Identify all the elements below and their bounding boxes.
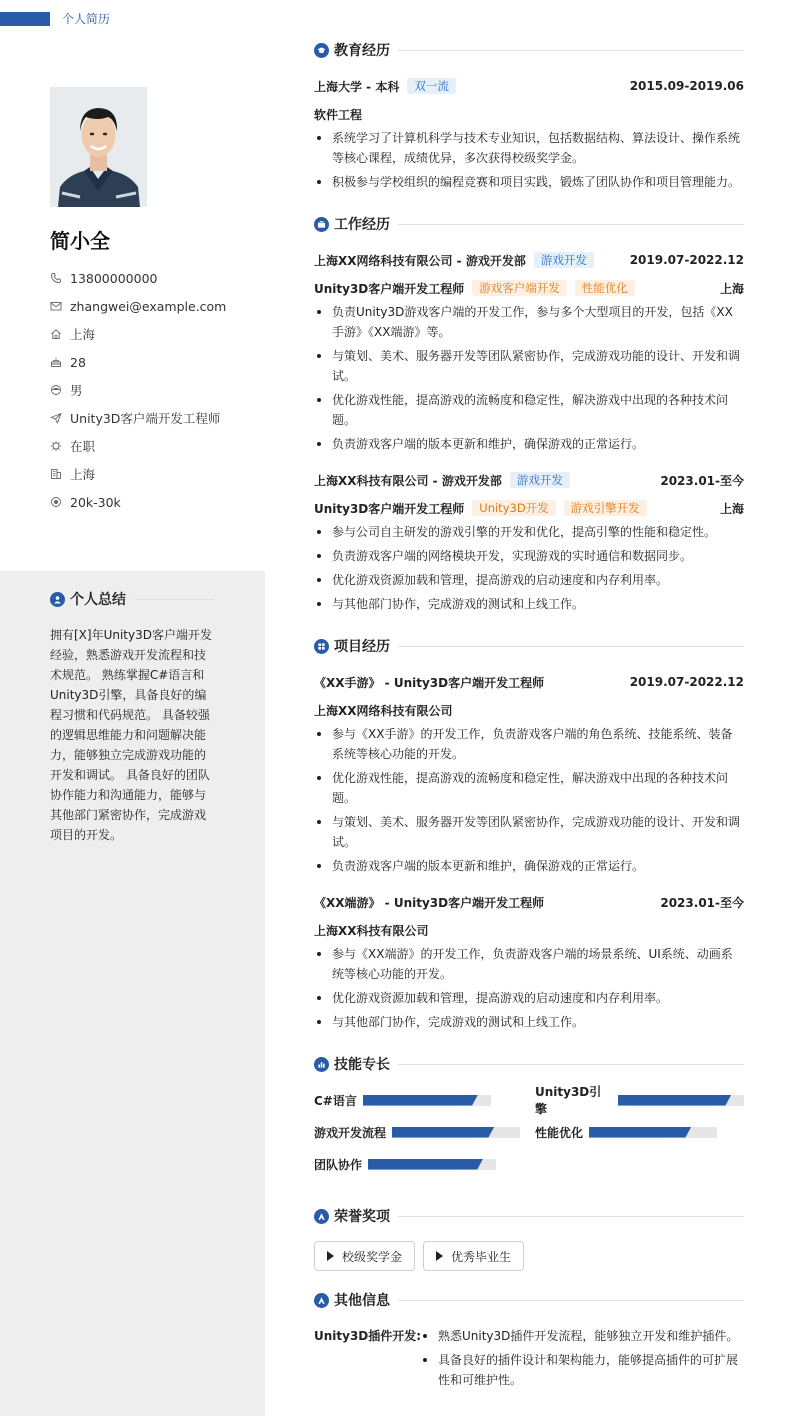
briefcase-icon (314, 217, 329, 232)
skill-name: 性能优化 (535, 1125, 584, 1140)
project-bullets (314, 724, 744, 876)
skill-item (535, 1122, 717, 1142)
phone-icon (50, 272, 62, 284)
major: 软件工程 (314, 107, 363, 122)
header-label: 个人简历 (62, 12, 111, 26)
header-accent-bar (0, 12, 50, 26)
send-icon (50, 412, 62, 424)
list-item: 参与《XX手游》的开发工作，负责游戏客户端的角色系统、技能系统、装备系统等核心功能的开发。 (314, 724, 744, 764)
projects-title: 项目经历 (334, 639, 390, 655)
list-item: 负责游戏客户端的版本更新和维护，确保游戏的正常运行。 (314, 856, 744, 876)
play-icon (327, 1251, 334, 1261)
work-bullets (314, 302, 744, 454)
info-text: 上海 (70, 327, 96, 342)
list-item: 与其他部门协作，完成游戏的测试和上线工作。 (314, 1012, 744, 1032)
building-icon (50, 468, 62, 480)
info-position (50, 404, 260, 432)
list-item: 与其他部门协作，完成游戏的测试和上线工作。 (314, 594, 744, 614)
skill-tag: 游戏客户端开发 (472, 280, 567, 296)
work-title: 工作经历 (334, 217, 390, 233)
list-item: 积极参与学校组织的编程竞赛和项目实践，锻炼了团队协作和项目管理能力。 (314, 172, 744, 192)
list-item: 参与《XX端游》的开发工作，负责游戏客户端的场景系统、UI系统、动画系统等核心功能的开发。 (314, 944, 744, 984)
info-status (50, 432, 260, 460)
summary-text: 拥有[X]年Unity3D客户端开发经验，熟悉游戏开发流程和技术规范。 熟练掌握C#语言和Unity3D引擎，具备良好的编程习惯和代码规范。 具备较强的逻辑思维能力和问题解决能力，能够独立完成游戏功能的开发和调试。 具备良好的团队协作能力和沟通能力，能够与其他部门紧密协作，完成游戏项目的开发。 (50, 628, 212, 842)
list-item: 优化游戏资源加载和管理，提高游戏的启动速度和内存利用率。 (314, 570, 744, 590)
project-company: 上海XX科技有限公司 (314, 923, 429, 938)
skills-title: 技能专长 (334, 1057, 390, 1073)
skill-name: 团队协作 (314, 1157, 363, 1172)
skill-bar (392, 1127, 520, 1138)
play-icon (436, 1251, 443, 1261)
project-company: 上海XX网络科技有限公司 (314, 703, 453, 718)
info-email (50, 292, 260, 320)
work-role-row (314, 498, 744, 518)
skill-name: C#语言 (314, 1093, 357, 1108)
info-icon (314, 1293, 329, 1308)
work-city: 上海 (719, 281, 744, 296)
skill-bar (368, 1159, 496, 1170)
education-header (314, 40, 744, 60)
honor-item (314, 1241, 415, 1271)
other-content (314, 1326, 744, 1390)
grid-icon (314, 639, 329, 654)
list-item: 优化游戏性能，提高游戏的流畅度和稳定性，解决游戏中出现的各种技术问题。 (314, 768, 744, 808)
honor-item (423, 1241, 524, 1271)
education-row (314, 76, 744, 96)
other-title: 其他信息 (334, 1293, 390, 1309)
summary-header (50, 589, 215, 609)
other-header (314, 1290, 744, 1310)
skill-item (314, 1154, 496, 1174)
skill-item (314, 1090, 491, 1110)
list-item: 优化游戏资源加载和管理，提高游戏的启动速度和内存利用率。 (314, 988, 744, 1008)
list-item: 优化游戏性能，提高游戏的流畅度和稳定性，解决游戏中出现的各种技术问题。 (314, 390, 744, 430)
role-name: Unity3D客户端开发工程师 (314, 501, 465, 516)
work-role-row (314, 278, 744, 298)
department-tag: 游戏开发 (510, 472, 570, 488)
school-name: 上海大学 - 本科 (314, 79, 400, 94)
gender-icon (50, 384, 62, 396)
skill-tag: 游戏引擎开发 (564, 500, 647, 516)
skill-bar (363, 1095, 491, 1106)
list-item: 熟悉Unity3D插件开发流程，能够独立开发和维护插件。 (420, 1326, 744, 1346)
project-row (314, 892, 744, 912)
skills-header (314, 1054, 744, 1074)
list-item: 与策划、美术、服务器开发等团队紧密协作，完成游戏功能的设计、开发和调试。 (314, 346, 744, 386)
skills-grid (314, 1085, 744, 1186)
skill-name: 游戏开发流程 (314, 1125, 387, 1140)
work-date: 2019.07-2022.12 (629, 253, 744, 267)
info-address (50, 320, 260, 348)
project-bullets (314, 944, 744, 1032)
education-date: 2015.09-2019.06 (629, 79, 744, 93)
work-header (314, 214, 744, 234)
divider (398, 1064, 744, 1065)
skill-bar-fill (368, 1159, 483, 1170)
work-date: 2023.01-至今 (660, 473, 744, 488)
list-item: 与策划、美术、服务器开发等团队紧密协作，完成游戏功能的设计、开发和调试。 (314, 812, 744, 852)
summary-title: 个人总结 (70, 592, 126, 608)
graduation-cap-icon (314, 43, 329, 58)
project-row (314, 672, 744, 692)
skill-tag: Unity3D开发 (472, 500, 555, 516)
honors-header (314, 1206, 744, 1226)
user-icon (50, 592, 65, 607)
skill-item (535, 1085, 744, 1116)
skill-bar-fill (618, 1095, 731, 1106)
bar-chart-icon (314, 1057, 329, 1072)
info-gender (50, 376, 260, 404)
divider (398, 646, 744, 647)
honor-label: 优秀毕业生 (451, 1249, 512, 1264)
project-name: 《XX手游》 - Unity3D客户端开发工程师 (314, 675, 545, 690)
home-icon (50, 328, 62, 340)
skill-tag: 性能优化 (575, 280, 635, 296)
project-date: 2023.01-至今 (660, 895, 744, 910)
profile-name: 简小全 (50, 229, 110, 253)
work-bullets (314, 522, 744, 614)
list-item: 负责游戏客户端的网络模块开发，实现游戏的实时通信和数据同步。 (314, 546, 744, 566)
projects-header (314, 636, 744, 656)
list-item: 具备良好的插件设计和架构能力，能够提高插件的可扩展性和可维护性。 (420, 1350, 744, 1390)
mail-icon (50, 300, 62, 312)
info-salary (50, 488, 260, 516)
role-name: Unity3D客户端开发工程师 (314, 281, 465, 296)
info-text: 在职 (70, 439, 96, 454)
divider (398, 224, 744, 225)
company-name: 上海XX科技有限公司 - 游戏开发部 (314, 473, 502, 488)
department-tag: 游戏开发 (534, 252, 594, 268)
list-item: 负责Unity3D游戏客户端的开发工作，参与多个大型项目的开发，包括《XX手游》《XX端游》等。 (314, 302, 744, 342)
info-phone (50, 264, 260, 292)
salary-icon (50, 496, 62, 508)
divider (398, 1300, 744, 1301)
divider (398, 1216, 744, 1217)
divider (398, 50, 744, 51)
work-city: 上海 (719, 501, 744, 516)
list-item: 参与公司自主研发的游戏引擎的开发和优化，提高引擎的性能和稳定性。 (314, 522, 744, 542)
award-icon (314, 1209, 329, 1224)
education-bullets (314, 128, 744, 192)
other-label: Unity3D插件开发: (314, 1329, 422, 1343)
profile-info-list (50, 264, 260, 516)
info-text: 20k-30k (70, 494, 121, 510)
list-item: 系统学习了计算机科学与技术专业知识，包括数据结构、算法设计、操作系统等核心课程，成绩优异，多次获得校级奖学金。 (314, 128, 744, 168)
skill-item (314, 1122, 520, 1142)
other-bullets (420, 1326, 744, 1390)
honors-title: 荣誉奖项 (334, 1209, 390, 1225)
skill-bar-fill (392, 1127, 494, 1138)
info-age (50, 348, 260, 376)
info-text: 男 (70, 383, 83, 398)
project-name: 《XX端游》 - Unity3D客户端开发工程师 (314, 895, 545, 910)
skill-name: Unity3D引擎 (535, 1085, 602, 1116)
list-item: 负责游戏客户端的版本更新和维护，确保游戏的正常运行。 (314, 434, 744, 454)
skill-bar-fill (363, 1095, 478, 1106)
school-tag: 双一流 (407, 78, 456, 94)
project-date: 2019.07-2022.12 (629, 675, 744, 689)
main-content (314, 40, 744, 1390)
avatar (50, 87, 147, 207)
info-text: 13800000000 (70, 270, 158, 286)
skill-bar (618, 1095, 744, 1106)
honor-label: 校级奖学金 (342, 1249, 403, 1264)
company-name: 上海XX网络科技有限公司 - 游戏开发部 (314, 253, 526, 268)
work-company-row (314, 470, 744, 490)
info-text: 上海 (70, 467, 96, 482)
cake-icon (50, 356, 62, 368)
skill-bar (589, 1127, 717, 1138)
info-text: 28 (70, 354, 86, 370)
info-text: zhangwei@example.com (70, 298, 227, 314)
education-title: 教育经历 (334, 43, 390, 59)
status-icon (50, 440, 62, 452)
info-text: Unity3D客户端开发工程师 (70, 411, 221, 426)
skill-bar-fill (589, 1127, 691, 1138)
work-company-row (314, 250, 744, 270)
divider (134, 599, 215, 600)
honors-list (314, 1241, 744, 1271)
info-work-city (50, 460, 260, 488)
